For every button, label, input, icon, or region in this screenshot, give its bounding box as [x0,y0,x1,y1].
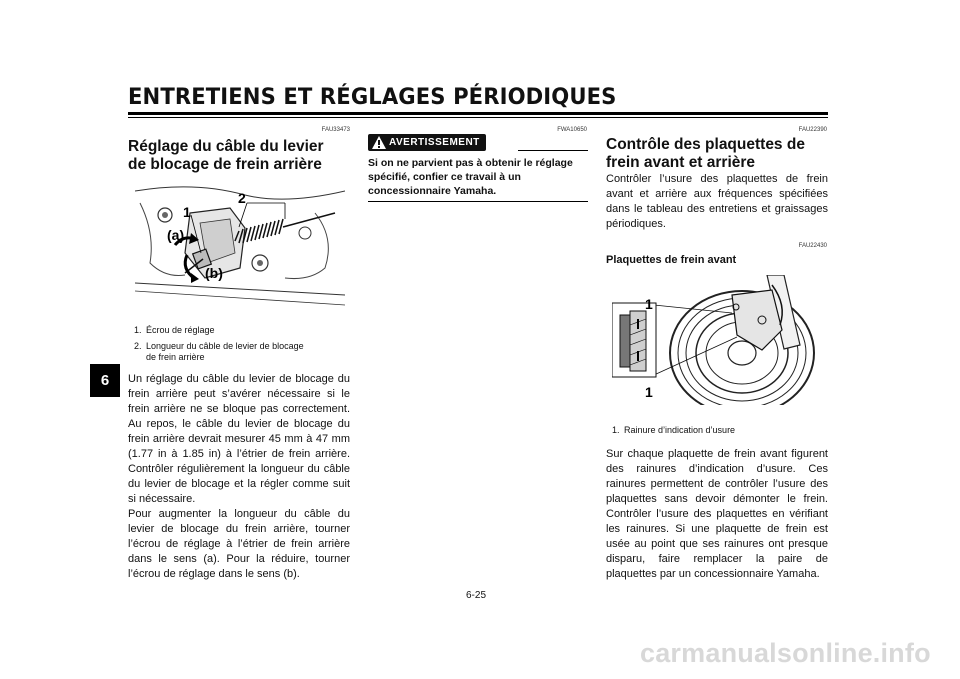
warning-badge [368,134,486,151]
figure-captions [134,325,354,364]
section-code: FAU22390 [798,127,827,133]
warning-rule-bottom [368,201,588,202]
callout-a: (a) [167,227,185,243]
parking-brake-cable-illustration [135,183,345,308]
header-rule-thin [128,117,828,118]
section-heading: Contrôle des plaquettes de frein avant et arrière [606,136,805,171]
callout-1-top: 1 [645,296,653,312]
callout-1-bottom: 1 [645,384,653,400]
right-intro: Contrôler l’usure des plaquettes de frein avant et arrière aux fréquences spécifiées dans le tableau des entretiens et graissages périodiques. [606,173,828,230]
warning-text: Si on ne parvient pas à obtenir le réglage spécifié, confier ce travail à un concessionnaire Yamaha. [368,157,573,197]
paragraph: Un réglage du câble du levier de blocage du frein arrière peut s’avérer nécessaire si le frein arrière ne se bloque pas correctement. Au repos, le câble du levier de blocage du frein arrière devrait mesurer 45 mm à 47 mm (1.77 in à 1.85 in) à l’étrier de frein arrière. Contrôler régulièrement la longueur du câble du levier de blocage et la régler comme suit si nécessaire. [128,373,350,505]
caption-item: 1. Écrou de réglage [134,325,215,335]
figure-captions [612,425,822,437]
chapter-tab: 6 [90,364,120,397]
paragraph: Pour augmenter la longueur du câble du levier de blocage du frein arrière, tourner l’écrou de réglage à l’étrier de frein arrière dans le sens (a). Pour la réduire, tourner l’écrou de réglage dans le sens (b). [128,508,350,580]
section-heading: Réglage du câble du levier de blocage de frein arrière [128,138,324,173]
callout-2: 2 [238,190,246,206]
subsection-code: FAU22430 [798,243,827,249]
warning-label: AVERTISSEMENT [389,137,480,148]
callout-1: 1 [183,204,191,220]
header-rule [128,112,828,115]
subsection-heading: Plaquettes de frein avant [606,254,737,266]
section-code: FAU33473 [321,127,350,133]
callout-b: (b) [205,265,223,281]
warning-code: FWA10650 [557,127,587,133]
right-body: Sur chaque plaquette de frein avant figurent des rainures d’indication d’usure. Ces rainures permettent de contrôler l’usure des plaquettes sans devoir démonter le frein. Contrôler l’usure des plaquettes en vérifiant les rainures. Si une plaquette de frein est usée au point que ses rainures ont presque disparu, faire remplacer la paire de plaquettes par un concessionnaire Yamaha. [606,448,828,580]
page-number: 6-25 [466,590,487,601]
front-brake-pad-illustration [612,275,822,405]
watermark: carmanualsonline.info [640,638,931,668]
page-title: ENTRETIENS ET RÉGLAGES PÉRIODIQUES [128,84,617,110]
caption-item: 1. Rainure d’indication d’usure [612,425,736,435]
warning-rule [518,150,588,151]
left-body [128,372,350,582]
caption-item: 2. Longueur du câble de levier de blocage de frein arrière [134,340,304,362]
warning-triangle-icon [371,135,387,150]
